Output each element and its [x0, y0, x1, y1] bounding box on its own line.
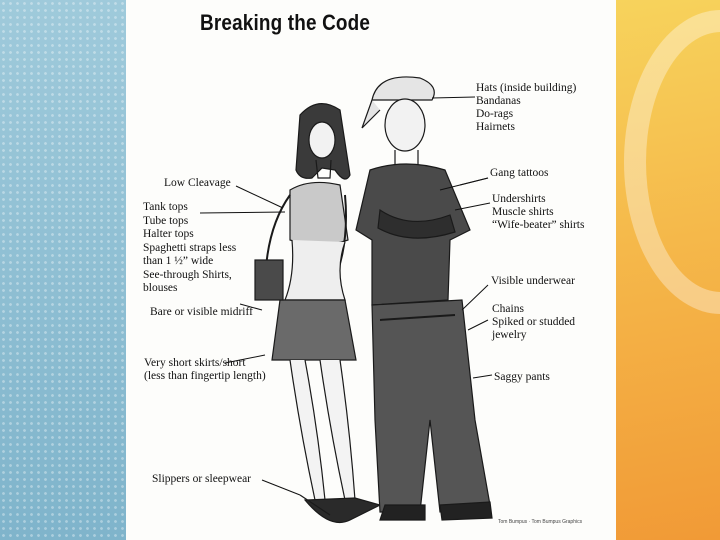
label-hairnets: Hairnets — [476, 121, 515, 133]
label-undershirts — [492, 193, 584, 232]
label-see-through: See-through Shirts, — [143, 268, 232, 281]
label-gang-tattoos: Gang tattoos — [490, 167, 549, 179]
label-tube-tops: Tube tops — [143, 214, 189, 227]
label-bandanas: Bandanas — [476, 95, 521, 107]
label-wife-beater: “Wife-beater” shirts — [492, 219, 585, 231]
label-blouses: blouses — [143, 282, 178, 294]
label-chains — [492, 303, 575, 342]
label-midriff: Bare or visible midriff — [150, 306, 253, 318]
boy-figure — [356, 77, 492, 520]
girl-figure — [255, 104, 380, 523]
label-visible-underwear: Visible underwear — [491, 275, 575, 287]
label-tank-tops: Tank tops — [143, 201, 188, 213]
label-skirts-line: Very short skirts/short — [144, 357, 246, 369]
label-muscle-shirts: Muscle shirts — [492, 206, 554, 218]
label-hats — [476, 82, 576, 134]
label-halter-tops: Halter tops — [143, 228, 194, 240]
label-tops — [143, 201, 236, 296]
label-do-rags: Do-rags — [476, 108, 514, 120]
artist-credit: Tom Bumpus · Tom Bumpus Graphics — [498, 519, 583, 525]
label-undershirts-line: Undershirts — [492, 193, 546, 205]
page-title: Breaking the Code — [200, 10, 371, 35]
label-slippers: Slippers or sleepwear — [152, 473, 251, 485]
label-jewelry: jewelry — [492, 329, 527, 341]
label-chains-line: Chains — [492, 303, 524, 315]
label-short-skirts — [144, 357, 266, 383]
label-hats-line: Hats (inside building) — [476, 82, 577, 94]
label-saggy-pants: Saggy pants — [494, 371, 550, 383]
label-strap-width: than 1 ½” wide — [143, 255, 214, 267]
label-spaghetti-straps: Spaghetti straps less — [143, 241, 237, 254]
label-spiked-jewelry: Spiked or studded — [492, 316, 576, 328]
label-low-cleavage: Low Cleavage — [164, 177, 231, 189]
label-fingertip-length: (less than fingertip length) — [144, 370, 266, 382]
